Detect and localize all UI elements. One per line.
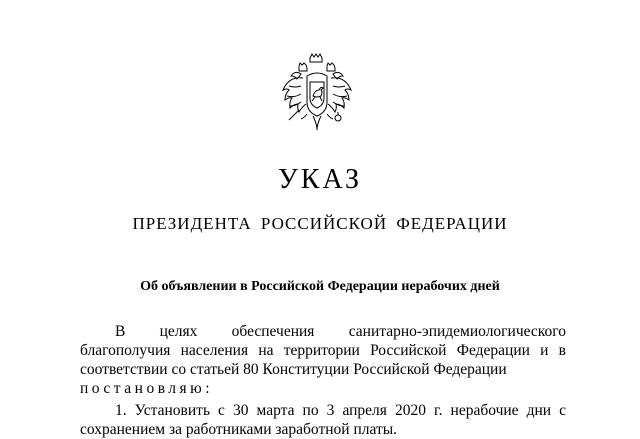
preamble-paragraph — [80, 322, 566, 398]
coat-of-arms-icon — [277, 52, 357, 136]
decree-word: постановляю: — [80, 380, 214, 397]
clause-1-paragraph: 1. Установить с 30 марта по 3 апреля 2020 г. нерабочие дни с сохранением за работниками заработной платы. — [80, 402, 566, 438]
document-subtitle: ПРЕЗИДЕНТА РОССИЙСКОЙ ФЕДЕРАЦИИ — [132, 214, 508, 233]
document-title: УКАЗ — [277, 164, 363, 195]
document-heading: Об объявлении в Российской Федерации нерабочих дней — [140, 279, 500, 294]
preamble-text: В целях обеспечения санитарно-эпидемиологического благополучия населения на территории Российской Федерации и в соответствии со статьей 80 Конституции Российской Федерации — [80, 323, 566, 378]
